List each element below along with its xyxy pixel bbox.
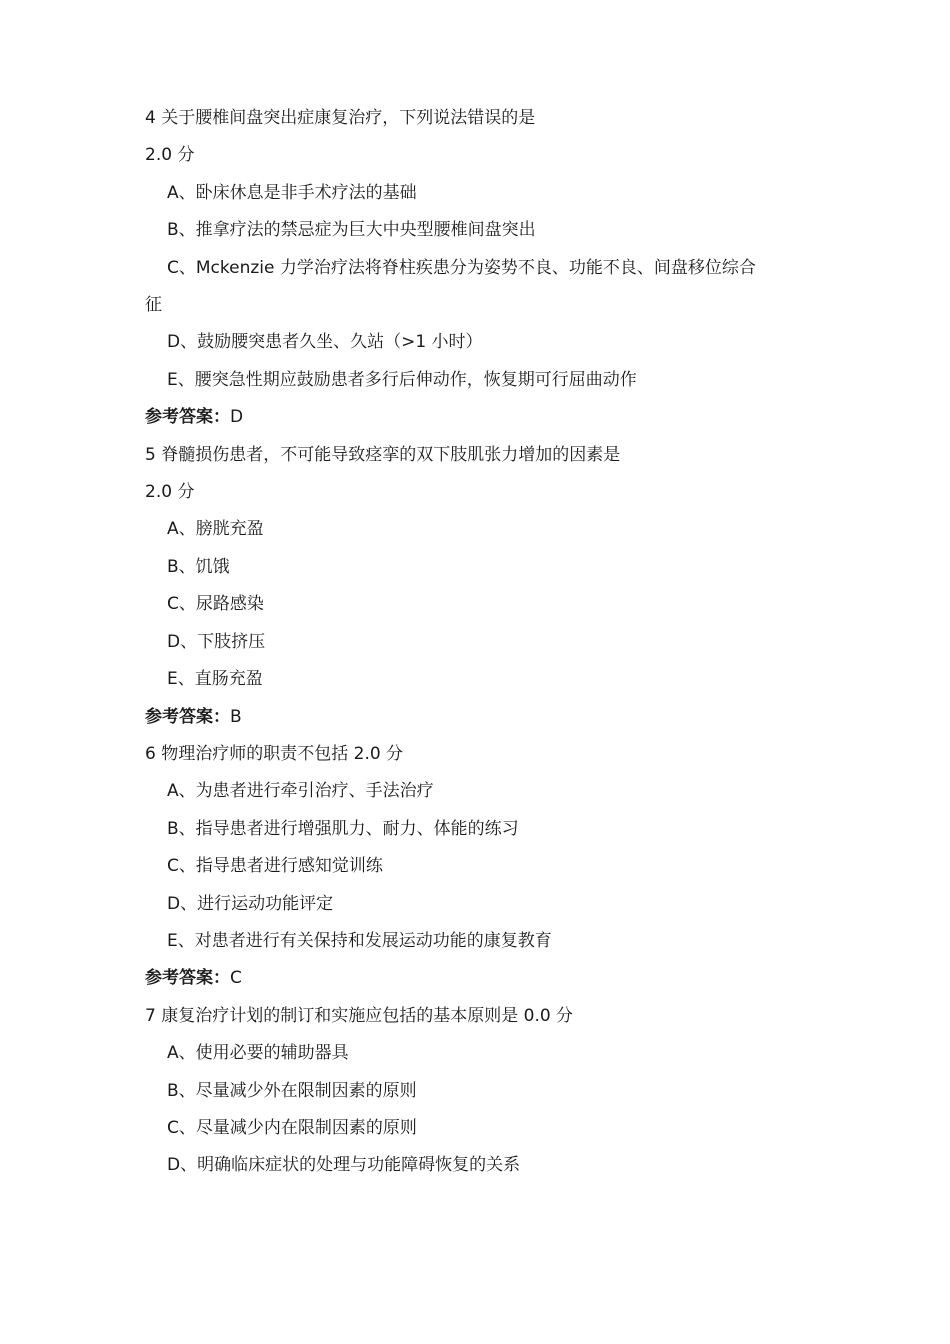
option-c-continuation: 征 — [145, 295, 162, 316]
option-d: D、下肢挤压 — [167, 631, 266, 652]
answer-line — [145, 699, 815, 736]
option-b: B、推拿疗法的禁忌症为巨大中央型腰椎间盘突出 — [167, 220, 536, 241]
answer-value: C — [230, 968, 242, 989]
option-b: B、尽量减少外在限制因素的原则 — [167, 1080, 417, 1101]
question-title: 7 康复治疗计划的制订和实施应包括的基本原则是 0.0 分 — [145, 1005, 574, 1026]
question-7 — [145, 998, 815, 1185]
option-a: A、卧床休息是非手术疗法的基础 — [167, 182, 417, 203]
document-page — [145, 100, 815, 1185]
question-6 — [145, 736, 815, 998]
option-b: B、饥饿 — [167, 556, 230, 577]
option-c: C、尽量减少内在限制因素的原则 — [167, 1117, 417, 1138]
question-score: 2.0 分 — [145, 482, 195, 503]
option-a: A、为患者进行牵引治疗、手法治疗 — [167, 781, 434, 802]
question-5 — [145, 437, 815, 736]
answer-value: D — [230, 407, 244, 428]
answer-line — [145, 960, 815, 997]
answer-value: B — [230, 706, 242, 727]
question-score: 2.0 分 — [145, 145, 195, 166]
option-b: B、指导患者进行增强肌力、耐力、体能的练习 — [167, 818, 519, 839]
option-c: C、指导患者进行感知觉训练 — [167, 856, 383, 877]
question-title: 5 脊髓损伤患者，不可能导致痉挛的双下肢肌张力增加的因素是 — [145, 444, 621, 465]
option-c: C、尿路感染 — [167, 594, 264, 615]
option-d: D、鼓励腰突患者久坐、久站（>1 小时） — [167, 332, 483, 353]
option-e: E、对患者进行有关保持和发展运动功能的康复教育 — [167, 930, 552, 951]
option-a: A、使用必要的辅助器具 — [167, 1043, 349, 1064]
option-e: E、腰突急性期应鼓励患者多行后伸动作，恢复期可行屈曲动作 — [167, 369, 637, 390]
question-title: 6 物理治疗师的职责不包括 2.0 分 — [145, 743, 404, 764]
answer-label: 参考答案： — [145, 706, 230, 727]
option-d: D、进行运动功能评定 — [167, 893, 334, 914]
answer-line — [145, 399, 815, 436]
option-c: C、Mckenzie 力学治疗法将脊柱疾患分为姿势不良、功能不良、间盘移位综合 — [167, 257, 756, 278]
question-4 — [145, 100, 815, 437]
option-d: D、明确临床症状的处理与功能障碍恢复的关系 — [167, 1155, 521, 1176]
answer-label: 参考答案： — [145, 407, 230, 428]
answer-label: 参考答案： — [145, 968, 230, 989]
question-title: 4 关于腰椎间盘突出症康复治疗，下列说法错误的是 — [145, 108, 536, 128]
option-e: E、直肠充盈 — [167, 669, 263, 690]
option-a: A、膀胱充盈 — [167, 519, 264, 540]
